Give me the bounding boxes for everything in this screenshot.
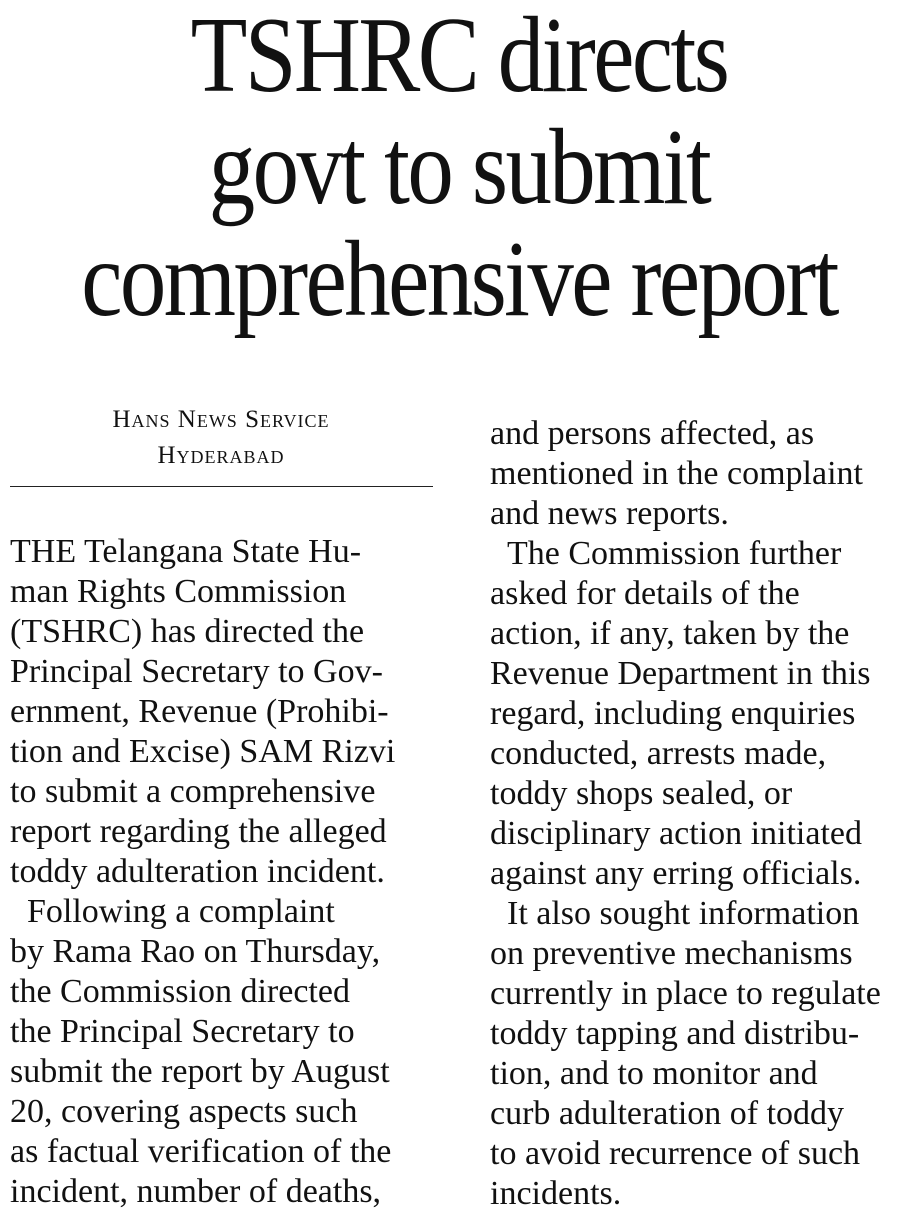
article-line: toddy shops sealed, or [490,775,793,812]
article-line: submit the report by August [10,1053,390,1090]
article-line: action, if any, taken by the [490,615,850,652]
article-line: incident, number of deaths, [10,1173,382,1210]
article-line: Principal Secretary to Gov- [10,653,383,690]
article-line: man Rights Commission [10,573,347,610]
article-line: the Commission directed [10,973,350,1010]
article-line: as factual verification of the [10,1133,392,1170]
article-line: mentioned in the complaint [490,455,863,492]
byline-divider [10,486,433,487]
article-line: toddy tapping and distribu- [490,1015,860,1052]
headline-line: TSHRC directs [190,0,728,115]
article-line: report regarding the alleged [10,813,387,850]
article-line: regard, including enquiries [490,695,856,732]
article-line: by Rama Rao on Thursday, [10,933,381,970]
article-line: THE Telangana State Hu- [10,533,362,570]
byline-location: Hyderabad [157,442,285,469]
article-line: against any erring officials. [490,855,862,892]
article-line: conducted, arrests made, [490,735,827,772]
article-line: 20, covering aspects such [10,1093,358,1130]
article-line: ernment, Revenue (Prohibi- [10,693,389,730]
article-column-left [10,532,440,1212]
article-line: tion, and to monitor and [490,1055,818,1092]
article-line: The Commission further [490,535,842,572]
article-line: to submit a comprehensive [10,773,376,810]
headline-line: comprehensive report [81,220,837,339]
article-line: It also sought information [490,895,860,932]
article-line: on preventive mechanisms [490,935,853,972]
article-line: Revenue Department in this [490,655,871,692]
article-line: disciplinary action initiated [490,815,863,852]
article-line: Following a complaint [10,893,335,930]
headline-line: govt to submit [208,108,710,227]
article-line: asked for details of the [490,575,800,612]
article-line: and news reports. [490,495,729,532]
article-line: curb adulteration of toddy [490,1095,845,1132]
article-line: to avoid recurrence of such [490,1135,861,1172]
byline [10,402,432,474]
article-line: tion and Excise) SAM Rizvi [10,733,396,770]
article-line: and persons affected, as [490,415,815,452]
article-column-right [490,414,918,1214]
article-line: the Principal Secretary to [10,1013,355,1050]
headline [64,0,853,339]
article-line: toddy adulteration incident. [10,853,385,890]
article-line: (TSHRC) has directed the [10,613,365,650]
article-line: incidents. [490,1175,622,1212]
byline-agency: Hans News Service [112,406,330,433]
article-line: currently in place to regulate [490,975,881,1012]
